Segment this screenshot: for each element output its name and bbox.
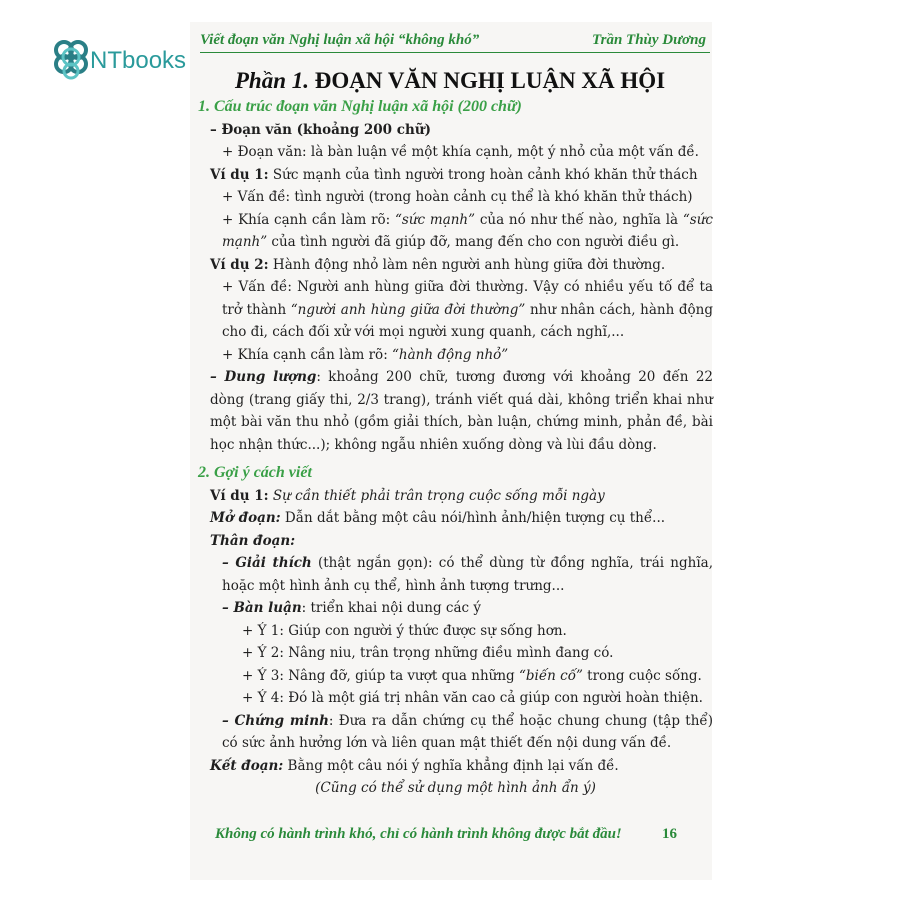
doan-van-definition: + Đoạn văn: là bàn luận về một khía cạnh, một ý nhỏ của một vấn đề. bbox=[222, 144, 699, 160]
point-1: + Ý 1: Giúp con người ý thức được sự sống hơn. bbox=[242, 622, 567, 639]
example2-aspect: + Khía cạnh cần làm rõ: “hành động nhỏ” bbox=[222, 346, 509, 363]
point-2: + Ý 2: Nâng niu, trân trọng những điều mình đang có. bbox=[242, 645, 614, 661]
point-4: + Ý 4: Đó là một giá trị nhân văn cao cả giúp con người hoàn thiện. bbox=[242, 690, 703, 706]
discuss-label: – Bàn luận bbox=[222, 600, 302, 616]
proof-paragraph bbox=[198, 710, 713, 755]
example1 bbox=[198, 164, 713, 187]
opening bbox=[198, 507, 713, 530]
length-paragraph bbox=[198, 366, 713, 456]
example2-label: Ví dụ 2: bbox=[210, 256, 269, 273]
logo-wordmark: NTbooks bbox=[90, 47, 187, 74]
section2-heading: 2. Gợi ý cách viết bbox=[198, 464, 312, 481]
doan-van-label: – Đoạn văn (khoảng 200 chữ) bbox=[210, 121, 432, 138]
example1-aspect: + Khía cạnh cần làm rõ: “sức mạnh” của nó như thế nào, nghĩa là “sức mạnh” của tình người đã giúp đỡ, mang đến cho con người điều gì. bbox=[222, 211, 713, 250]
title-part: Phần 1. bbox=[234, 68, 310, 93]
example1-issue: + Vấn đề: tình người (trong hoàn cảnh cụ thể là khó khăn thử thách) bbox=[222, 189, 693, 205]
example1-text: Sức mạnh của tình người trong hoàn cảnh khó khăn thử thách bbox=[268, 166, 698, 183]
length-label: – Dung lượng bbox=[210, 369, 317, 385]
discuss-paragraph bbox=[198, 597, 713, 620]
discuss-text: : triển khai nội dung các ý bbox=[301, 600, 481, 616]
example2 bbox=[198, 254, 713, 277]
example2-text: Hành động nhỏ làm nên người anh hùng giữa đời thường. bbox=[268, 256, 666, 273]
body-label: Thân đoạn: bbox=[210, 532, 296, 549]
document-body bbox=[198, 96, 713, 800]
s2-example1-text: Sự cần thiết phải trân trọng cuộc sống mỗi ngày bbox=[268, 487, 605, 504]
example2-issue: + Vấn đề: Người anh hùng giữa đời thường. Vậy có nhiều yếu tố để ta trở thành “người anh hùng giữa đời thường” như nhân cách, hành động cho đi, cách đối xử với mọi người xung quanh, cách nghĩ,... bbox=[222, 279, 713, 340]
title-text: ĐOẠN VĂN NGHỊ LUẬN XÃ HỘI bbox=[314, 68, 666, 93]
length-text: : khoảng 200 chữ, tương đương với khoảng 20 đến 22 dòng (trang giấy thi, 2/3 trang), tránh viết quá dài, không triển khai như một bài văn thu nhỏ (gồm giải thích, bàn luận, chứng minh, phản đề, bài học nhận thức...); không ngẫu nhiên xuống dòng và lùi đầu dòng. bbox=[210, 369, 713, 453]
opening-text: Dẫn dắt bằng một câu nói/hình ảnh/hiện tượng cụ thể... bbox=[280, 510, 666, 526]
s2-example1-label: Ví dụ 1: bbox=[210, 487, 269, 504]
explain-text: (thật ngắn gọn): có thể dùng từ đồng nghĩa, trái nghĩa, hoặc một hình ảnh cụ thể, hình ảnh tượng trưng... bbox=[222, 555, 713, 594]
closing bbox=[198, 755, 713, 778]
proof-text: : Đưa ra dẫn chứng cụ thể hoặc chung chung (tập thể) có sức ảnh hưởng lớn và liên quan mật thiết đến nội dung vấn đề. bbox=[222, 712, 713, 751]
closing-note: (Cũng có thể sử dụng một hình ảnh ẩn ý) bbox=[315, 780, 596, 796]
proof-label: – Chứng minh bbox=[222, 712, 329, 729]
section1-heading: 1. Cấu trúc đoạn văn Nghị luận xã hội (200 chữ) bbox=[198, 98, 522, 115]
page-title bbox=[0, 68, 900, 94]
closing-text: Bằng một câu nói ý nghĩa khẳng định lại vấn đề. bbox=[283, 757, 619, 774]
opening-label: Mở đoạn: bbox=[210, 510, 281, 526]
running-header-title: Viết đoạn văn Nghị luận xã hội “không khó” bbox=[200, 32, 480, 48]
point-3: + Ý 3: Nâng đỡ, giúp ta vượt qua những “biến cố” trong cuộc sống. bbox=[242, 667, 702, 684]
closing-label: Kết đoạn: bbox=[210, 757, 284, 774]
footer-motto: Không có hành trình khó, chỉ có hành trình không được bắt đầu! bbox=[215, 826, 622, 842]
header-rule bbox=[200, 52, 710, 53]
page-number: 16 bbox=[662, 826, 677, 842]
explain-paragraph bbox=[198, 552, 713, 597]
s2-example1 bbox=[198, 485, 713, 508]
explain-label: – Giải thích bbox=[222, 555, 312, 571]
running-header-author: Trần Thùy Dương bbox=[592, 32, 707, 48]
example1-label: Ví dụ 1: bbox=[210, 166, 269, 183]
